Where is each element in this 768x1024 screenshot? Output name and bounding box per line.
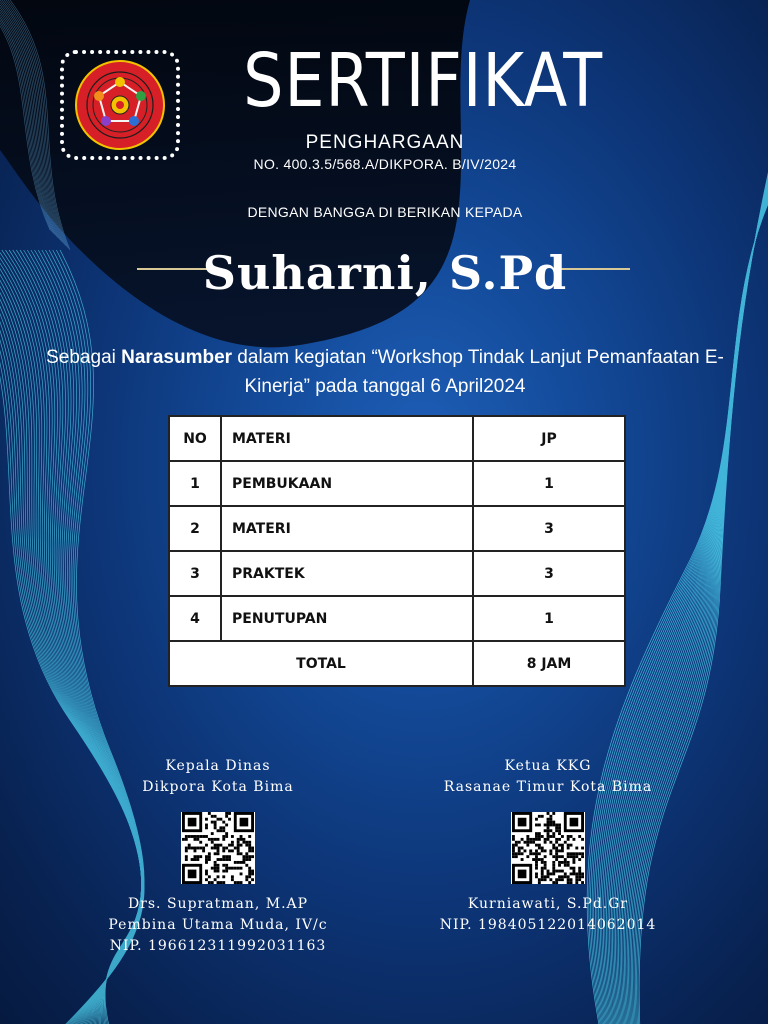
certificate-number: NO. 400.3.5/568.A/DIKPORA. B/IV/2024	[253, 156, 517, 172]
row-materi: MATERI	[221, 506, 473, 551]
qr-code-icon	[511, 812, 585, 884]
row-materi: PRAKTEK	[221, 551, 473, 596]
row-no: 1	[169, 461, 221, 506]
signature-left-rank: Pembina Utama Muda, IV/c	[108, 917, 328, 933]
row-no: 4	[169, 596, 221, 641]
row-jp: 3	[473, 506, 625, 551]
header-jp: JP	[473, 416, 625, 461]
row-jp: 1	[473, 461, 625, 506]
header-materi: MATERI	[221, 416, 473, 461]
materi-table	[168, 415, 626, 687]
signature-left-name: Drs. Supratman, M.AP	[127, 896, 309, 912]
description-after: dalam kegiatan “Workshop Tindak Lanjut Pemanfaatan E-Kinerja” pada tanggal 6 April2024	[232, 347, 724, 397]
description-role: Narasumber	[121, 347, 233, 368]
table-row	[169, 596, 625, 641]
organization-logo-icon	[68, 58, 172, 152]
table-row	[169, 461, 625, 506]
row-materi: PEMBUKAAN	[221, 461, 473, 506]
signature-left-position: Kepala Dinas	[165, 758, 271, 774]
certificate-description	[30, 343, 740, 401]
signature-right-name: Kurniawati, S.Pd.Gr	[467, 896, 629, 912]
logo-frame	[60, 50, 180, 160]
signature-right	[418, 756, 678, 936]
signature-left-office: Dikpora Kota Bima	[142, 779, 294, 795]
row-no: 2	[169, 506, 221, 551]
qr-code-icon	[181, 812, 255, 884]
row-no: 3	[169, 551, 221, 596]
presented-to-label: DENGAN BANGGA DI BERIKAN KEPADA	[247, 204, 523, 220]
table-header-row	[169, 416, 625, 461]
recipient-name: Suharni, S.Pd	[202, 246, 568, 300]
table-row	[169, 551, 625, 596]
row-jp: 3	[473, 551, 625, 596]
signature-right-position: Ketua KKG	[504, 758, 592, 774]
table-total-row	[169, 641, 625, 686]
row-jp: 1	[473, 596, 625, 641]
total-label: TOTAL	[169, 641, 473, 686]
signature-left	[88, 756, 348, 957]
row-materi: PENUTUPAN	[221, 596, 473, 641]
signature-right-office: Rasanae Timur Kota Bima	[443, 779, 653, 795]
certificate-title: SERTIFIKAT	[243, 38, 603, 124]
header-no: NO	[169, 416, 221, 461]
signature-left-nip: NIP. 196612311992031163	[109, 938, 327, 954]
certificate-subtitle: PENGHARGAAN	[305, 132, 465, 153]
table-row	[169, 506, 625, 551]
total-value: 8 JAM	[473, 641, 625, 686]
signature-right-nip: NIP. 198405122014062014	[439, 917, 657, 933]
description-before: Sebagai	[46, 347, 122, 368]
